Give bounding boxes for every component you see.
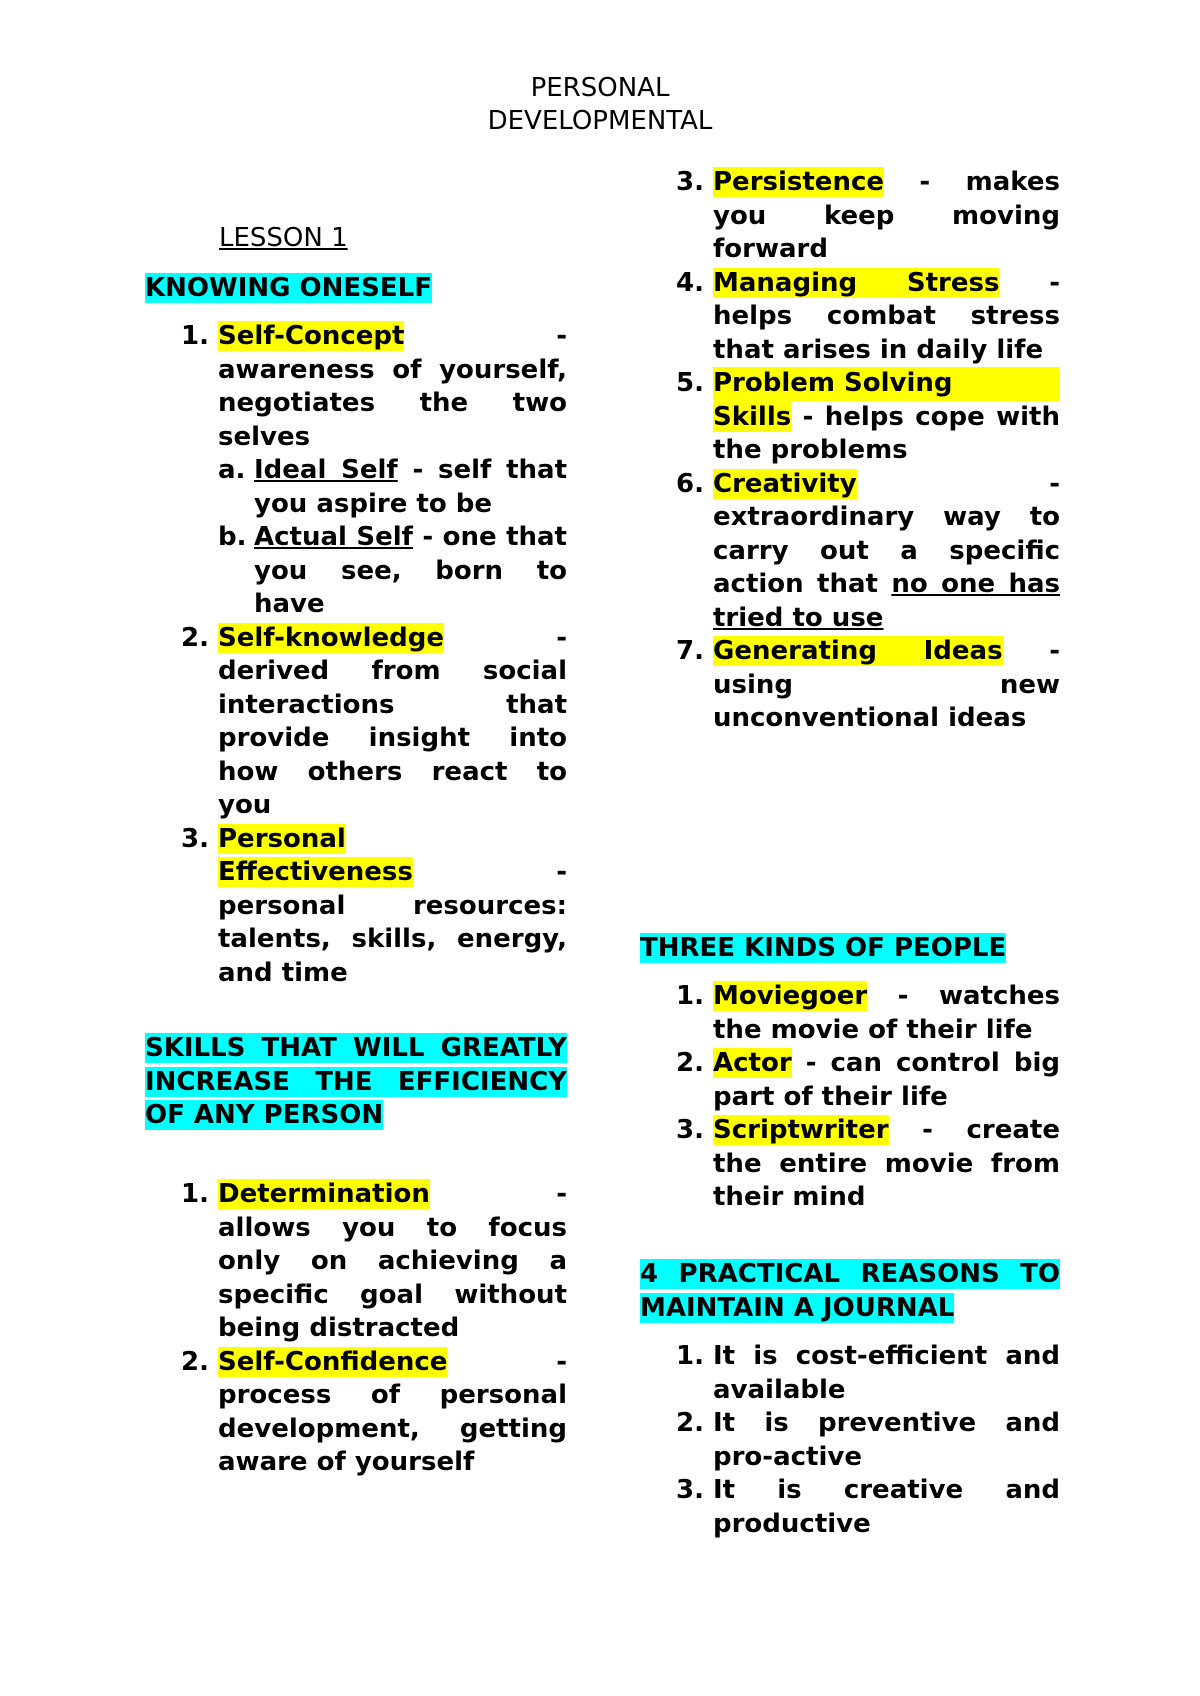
item-number: 3. [676, 1475, 704, 1505]
term-highlight: Moviegoer [713, 981, 868, 1011]
term-highlight: Self-knowledge [218, 622, 445, 653]
item-description: - watches the movie of their life [713, 981, 1060, 1045]
knowing-heading: KNOWING ONESELF [145, 273, 432, 303]
skills-list-left [145, 1178, 567, 1480]
people-list [640, 980, 1060, 1215]
term-highlight: Generating Ideas [713, 636, 1003, 666]
term-highlight: Creativity [713, 468, 857, 499]
item-description: derived from social interactions that provide insight into how others react to you [218, 656, 567, 820]
item-number: 3. [181, 823, 209, 854]
item-number: 2. [676, 1048, 704, 1078]
list-item [640, 267, 1060, 368]
item-number: 1. [181, 321, 209, 351]
lesson-heading: LESSON 1 [219, 223, 348, 253]
term-highlight: Skills [713, 401, 792, 432]
list-item [145, 823, 567, 991]
sub-item-letter: b. [218, 522, 247, 552]
list-item [640, 1407, 1060, 1474]
term-separator: - [556, 857, 567, 887]
section-heading [640, 1258, 1060, 1325]
list-item [640, 1474, 1060, 1541]
item-text: It is creative and productive [713, 1475, 1060, 1539]
list-item [145, 320, 567, 622]
term-highlight: Determination [218, 1179, 430, 1209]
item-number: 3. [676, 167, 704, 197]
sub-description: - self that you aspire to be [254, 455, 567, 519]
item-description: - create the entire movie from their mind [713, 1115, 1060, 1212]
skills-heading: SKILLS THAT WILL GREATLY INCREASE THE EFFICIENCY OF ANY PERSON [145, 1033, 567, 1130]
list-item [640, 468, 1060, 636]
section-knowing-oneself [145, 272, 567, 306]
item-description: personal resources: talents, skills, energy, and time [218, 890, 567, 988]
item-description: - makes you keep moving forward [713, 167, 1060, 264]
journal-list [640, 1340, 1060, 1541]
term-separator: - [556, 1346, 567, 1377]
item-description: - using new unconventional ideas [713, 636, 1060, 733]
list-item [145, 1346, 567, 1480]
item-number: 4. [676, 267, 704, 298]
section-heading [145, 1032, 567, 1133]
title-line-2: DEVELOPMENTAL [487, 106, 713, 136]
term-highlight: Scriptwriter [713, 1115, 889, 1145]
sub-item [218, 454, 567, 521]
section-journal [640, 1258, 1060, 1325]
term-highlight: Self-Confidence [218, 1346, 448, 1377]
item-number: 1. [181, 1179, 209, 1209]
list-item [640, 1114, 1060, 1215]
list-item [640, 1047, 1060, 1114]
item-description: - helps combat stress that arises in daily life [713, 267, 1061, 365]
item-number: 1. [676, 1341, 704, 1371]
list-item [640, 635, 1060, 736]
term-highlight: Effectiveness [218, 857, 413, 887]
knowing-list [145, 320, 567, 990]
journal-heading: 4 PRACTICAL REASONS TO MAINTAIN A JOURNAL [640, 1259, 1060, 1323]
term-highlight: Personal [218, 823, 346, 854]
item-description: - helps cope with the problems [713, 401, 1060, 465]
item-number: 6. [676, 468, 704, 499]
term-separator: - [1049, 468, 1060, 499]
sub-term: Ideal Self [254, 455, 398, 485]
list-item [640, 980, 1060, 1047]
term-highlight: Self-Concept [218, 321, 405, 351]
item-description: allows you to focus only on achieving a specific goal without being distracted [218, 1212, 567, 1343]
term-separator: - [556, 321, 567, 351]
term-highlight: Problem Solving [713, 367, 1060, 401]
item-text: It is preventive and pro-active [713, 1408, 1060, 1472]
item-description: extraordinary way to carry out a specific action that [713, 502, 1060, 599]
item-number: 3. [676, 1115, 704, 1145]
item-number: 7. [676, 636, 704, 666]
people-heading: THREE KINDS OF PEOPLE [640, 933, 1007, 963]
title-line-1: PERSONAL [530, 73, 670, 103]
sub-term: Actual Self [254, 522, 413, 552]
item-description: awareness of yourself, negotiates the two selves [218, 354, 567, 452]
item-description-underlined: no one has tried to use [713, 569, 1061, 633]
term-highlight: Actor [713, 1048, 792, 1078]
term-highlight: Managing Stress [713, 267, 1000, 298]
list-item [640, 1340, 1060, 1407]
document-title [0, 72, 1200, 138]
term-highlight: Persistence [713, 167, 884, 197]
sub-description: - one that you see, born to have [254, 522, 567, 619]
section-skills [145, 1032, 567, 1133]
section-heading [640, 932, 1060, 966]
item-number: 5. [676, 368, 704, 398]
item-number: 2. [181, 1346, 209, 1377]
section-three-kinds [640, 932, 1060, 966]
item-number: 2. [676, 1408, 704, 1438]
item-description: - can control big part of their life [713, 1048, 1060, 1112]
term-separator: - [556, 1179, 567, 1209]
list-item [640, 367, 1060, 468]
list-item [145, 1178, 567, 1346]
sub-item [218, 521, 567, 622]
list-item [640, 166, 1060, 267]
item-description: process of personal development, getting aware of yourself [218, 1380, 567, 1477]
item-text: It is cost-efficient and available [713, 1341, 1060, 1405]
sub-item-letter: a. [218, 455, 246, 485]
list-item [145, 622, 567, 823]
item-number: 1. [676, 981, 704, 1011]
skills-list-right [640, 166, 1060, 736]
term-separator: - [556, 622, 567, 653]
section-heading [145, 272, 567, 306]
item-number: 2. [181, 622, 209, 653]
